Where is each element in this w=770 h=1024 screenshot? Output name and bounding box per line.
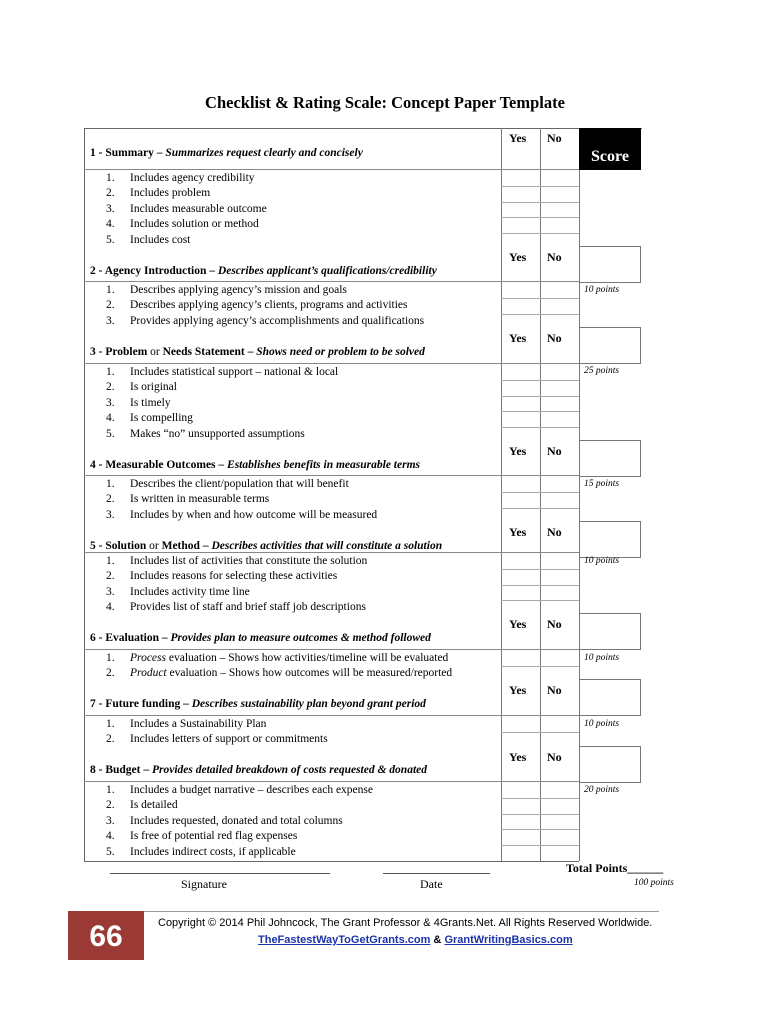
item-number: 1. xyxy=(106,172,115,184)
footer-divider xyxy=(144,911,659,912)
section-number: 7 - Future funding xyxy=(90,698,181,710)
no-column-header: No xyxy=(547,250,562,264)
item-number: 5. xyxy=(106,845,115,858)
checklist-item xyxy=(106,218,259,230)
section-dash: – xyxy=(244,346,257,358)
section-name-alt: Method xyxy=(161,540,200,552)
checklist-item xyxy=(106,428,305,440)
item-row-line xyxy=(501,585,579,586)
section-points: 15 points xyxy=(584,479,620,489)
item-text: Is compelling xyxy=(130,412,193,425)
no-column-header: No xyxy=(547,683,562,697)
section-description: Provides plan to measure outcomes & method followed xyxy=(170,632,431,644)
section-score-box xyxy=(579,246,641,283)
item-row-line xyxy=(501,314,579,315)
section-dash: – xyxy=(153,147,166,159)
item-number: 2. xyxy=(106,493,115,506)
item-number: 4. xyxy=(106,218,115,231)
item-text: Includes measurable outcome xyxy=(130,202,267,215)
section-number: 1 - Summary xyxy=(90,147,154,159)
item-number: 3. xyxy=(106,396,115,409)
checklist-item xyxy=(106,315,424,327)
section-separator xyxy=(84,169,579,170)
item-text: Includes indirect costs, if applicable xyxy=(130,845,296,858)
section-heading xyxy=(90,459,420,471)
section-number: 3 - Problem xyxy=(90,346,148,358)
section-heading xyxy=(90,632,431,644)
section-score-box xyxy=(579,679,641,716)
checklist-item xyxy=(106,846,296,858)
item-text: Describes the client/population that will benefit xyxy=(130,478,349,490)
checklist-item xyxy=(106,397,171,409)
item-row-line xyxy=(501,233,579,234)
item-text: Includes letters of support or commitments xyxy=(130,733,328,746)
section-number: 6 - Evaluation xyxy=(90,632,160,644)
no-column-header: No xyxy=(547,617,562,631)
yes-column-header: Yes xyxy=(509,750,527,764)
section-dash: – xyxy=(159,632,171,644)
checklist-item xyxy=(106,555,367,567)
section-description: Provides detailed breakdown of costs requested & donated xyxy=(151,764,428,776)
item-row-line xyxy=(501,298,579,299)
yes-column-header: Yes xyxy=(509,331,527,345)
page-title: Checklist & Rating Scale: Concept Paper Template xyxy=(205,93,565,112)
item-text: Includes cost xyxy=(130,233,191,246)
checklist-item xyxy=(106,733,328,745)
score-header: Score xyxy=(579,128,641,170)
item-row-line xyxy=(501,396,579,397)
section-score-box xyxy=(579,746,641,783)
yes-column-header: Yes xyxy=(509,131,527,145)
section-number: 8 - Budget xyxy=(90,764,141,776)
section-dash: – xyxy=(140,764,152,776)
section-heading xyxy=(90,698,426,710)
checklist-item xyxy=(106,493,269,505)
item-text: Makes “no” unsupported assumptions xyxy=(130,427,305,440)
section-separator xyxy=(84,475,579,476)
section-dash: – xyxy=(199,540,212,552)
footer-links xyxy=(258,934,573,946)
item-number: 3. xyxy=(106,314,115,327)
checklist-item xyxy=(106,799,178,811)
item-text: Includes problem xyxy=(130,187,211,200)
item-text: Provides applying agency’s accomplishments and qualifications xyxy=(130,314,425,327)
item-number: 1. xyxy=(106,366,115,378)
section-connector: or xyxy=(147,346,163,358)
section-description: Summarizes request clearly and concisely xyxy=(165,147,363,159)
item-number: 4. xyxy=(106,601,115,614)
checklist-item xyxy=(106,667,452,679)
checklist-item xyxy=(106,187,210,199)
no-column-header: No xyxy=(547,750,562,764)
section-heading xyxy=(90,147,363,159)
no-column-header: No xyxy=(547,331,562,345)
item-text: Includes list of activities that constitute the solution xyxy=(130,555,368,567)
checklist-item xyxy=(106,412,193,424)
item-row-line xyxy=(501,732,579,733)
item-row-line xyxy=(501,829,579,830)
item-row-line xyxy=(501,845,579,846)
item-number: 2. xyxy=(106,733,115,746)
item-number: 1. xyxy=(106,784,115,796)
section-points: 25 points xyxy=(584,366,620,376)
section-description: Shows need or problem to be solved xyxy=(256,346,425,358)
section-separator xyxy=(84,649,579,650)
item-number: 2. xyxy=(106,799,115,812)
checklist-item xyxy=(106,172,255,184)
yes-column-header: Yes xyxy=(509,444,527,458)
item-text: Is original xyxy=(130,381,177,394)
no-column-header: No xyxy=(547,525,562,539)
checklist-item xyxy=(106,366,338,378)
item-text: Includes activity time line xyxy=(130,585,250,598)
checklist-item xyxy=(106,652,448,664)
section-points: 10 points xyxy=(584,653,620,663)
item-row-line xyxy=(501,798,579,799)
item-row-line xyxy=(501,217,579,218)
section-name-alt: Needs Statement xyxy=(162,346,245,358)
item-text: Includes agency credibility xyxy=(130,172,255,184)
item-row-line xyxy=(501,202,579,203)
item-row-line xyxy=(501,600,579,601)
item-row-line xyxy=(501,411,579,412)
item-text: Includes a Sustainability Plan xyxy=(130,718,267,730)
section-description: Establishes benefits in measurable terms xyxy=(227,459,420,471)
item-number: 1. xyxy=(106,652,115,664)
item-number: 1. xyxy=(106,284,115,296)
item-text: Includes a budget narrative – describes each expense xyxy=(130,784,373,796)
no-column-header: No xyxy=(547,131,562,145)
item-row-line xyxy=(501,186,579,187)
section-separator xyxy=(84,552,579,553)
item-text: Includes solution or method xyxy=(130,218,259,231)
checklist-item xyxy=(106,509,377,521)
checklist-item xyxy=(106,203,267,215)
item-number: 3. xyxy=(106,585,115,598)
table-bottom-border xyxy=(84,861,579,862)
copyright-text: Copyright © 2014 Phil Johncock, The Grant Professor & 4Grants.Net. All Rights Reserved Worldwide. xyxy=(158,917,653,929)
section-points: 20 points xyxy=(584,785,620,795)
item-number: 5. xyxy=(106,427,115,440)
item-row-line xyxy=(501,508,579,509)
item-text: Includes by when and how outcome will be measured xyxy=(130,508,378,521)
no-column-header: No xyxy=(547,444,562,458)
page-number: 66 xyxy=(68,911,144,960)
section-separator xyxy=(84,281,579,282)
section-number: 2 - Agency Introduction xyxy=(90,265,207,277)
checklist-item xyxy=(106,478,349,490)
section-dash: – xyxy=(206,265,218,277)
link-grant-writing-basics[interactable]: GrantWritingBasics.com xyxy=(444,934,573,946)
yes-column-header: Yes xyxy=(509,250,527,264)
checklist-item xyxy=(106,601,366,613)
link-separator: & xyxy=(430,934,445,946)
checklist-item xyxy=(106,284,347,296)
item-row-line xyxy=(501,814,579,815)
item-row-line xyxy=(501,569,579,570)
yes-column-header: Yes xyxy=(509,617,527,631)
section-points: 10 points xyxy=(584,719,620,729)
item-number: 5. xyxy=(106,233,115,246)
section-connector: or xyxy=(146,540,162,552)
link-fastest-way[interactable]: TheFastestWayToGetGrants.com xyxy=(258,934,431,946)
column-divider xyxy=(540,128,541,861)
section-separator xyxy=(84,715,579,716)
checklist-item xyxy=(106,815,343,827)
signature-line xyxy=(110,873,330,874)
yes-column-header: Yes xyxy=(509,525,527,539)
item-text: Is detailed xyxy=(130,799,178,812)
evaluation-type: Process xyxy=(130,652,166,664)
section-description: Describes applicant’s qualifications/credibility xyxy=(217,265,437,277)
section-heading xyxy=(90,346,425,358)
item-text: Includes statistical support – national & local xyxy=(130,366,339,378)
checklist-item xyxy=(106,586,250,598)
item-number: 2. xyxy=(106,381,115,394)
item-text: Process evaluation – Shows how activities/timeline will be evaluated xyxy=(130,652,449,664)
column-divider xyxy=(501,128,502,861)
section-score-box xyxy=(579,440,641,477)
evaluation-type: Product xyxy=(130,667,167,680)
item-text: Describes applying agency’s clients, programs and activities xyxy=(130,299,408,312)
total-points-value: 100 points xyxy=(634,878,674,888)
section-dash: – xyxy=(215,459,228,471)
checklist-item xyxy=(106,784,373,796)
checklist-item xyxy=(106,299,408,311)
section-heading xyxy=(90,265,437,277)
section-score-box xyxy=(579,613,641,650)
item-number: 2. xyxy=(106,667,115,680)
item-text: Product evaluation – Shows how outcomes will be measured/reported xyxy=(130,667,453,680)
item-number: 3. xyxy=(106,814,115,827)
section-dash: – xyxy=(180,698,192,710)
section-number: 5 - Solution xyxy=(90,540,147,552)
item-text: Is free of potential red flag expenses xyxy=(130,830,298,843)
date-line xyxy=(383,873,490,874)
item-number: 1. xyxy=(106,718,115,730)
checklist-item xyxy=(106,830,297,842)
yes-column-header: Yes xyxy=(509,683,527,697)
section-description: Describes sustainability plan beyond grant period xyxy=(191,698,426,710)
item-text: Describes applying agency’s mission and goals xyxy=(130,284,347,296)
item-number: 4. xyxy=(106,412,115,425)
item-row-line xyxy=(501,380,579,381)
section-separator xyxy=(84,781,579,782)
total-points-label: Total Points______ xyxy=(566,861,664,875)
item-number: 1. xyxy=(106,478,115,490)
item-text: Is written in measurable terms xyxy=(130,493,270,506)
section-heading xyxy=(90,764,427,776)
section-points: 10 points xyxy=(584,285,620,295)
item-number: 3. xyxy=(106,508,115,521)
item-row-line xyxy=(501,427,579,428)
checklist-item xyxy=(106,570,337,582)
section-description: Describes activities that will constitute a solution xyxy=(211,540,443,552)
item-row-line xyxy=(501,666,579,667)
item-number: 2. xyxy=(106,187,115,200)
section-number: 4 - Measurable Outcomes xyxy=(90,459,216,471)
checklist-item xyxy=(106,718,266,730)
item-text: Provides list of staff and brief staff job descriptions xyxy=(130,601,366,614)
item-number: 3. xyxy=(106,202,115,215)
item-number: 1. xyxy=(106,555,115,567)
item-number: 2. xyxy=(106,299,115,312)
signature-label: Signature xyxy=(181,877,227,891)
section-score-box xyxy=(579,327,641,364)
section-heading xyxy=(90,540,442,552)
item-row-line xyxy=(501,492,579,493)
section-score-box xyxy=(579,521,641,558)
item-text: Includes requested, donated and total columns xyxy=(130,814,343,827)
checklist-item xyxy=(106,234,190,246)
section-points: 10 points xyxy=(584,556,620,566)
date-label: Date xyxy=(420,877,443,891)
item-text: Is timely xyxy=(130,396,171,409)
item-number: 2. xyxy=(106,570,115,583)
item-text: Includes reasons for selecting these activities xyxy=(130,570,338,583)
checklist-item xyxy=(106,381,177,393)
item-number: 4. xyxy=(106,830,115,843)
section-separator xyxy=(84,363,579,364)
